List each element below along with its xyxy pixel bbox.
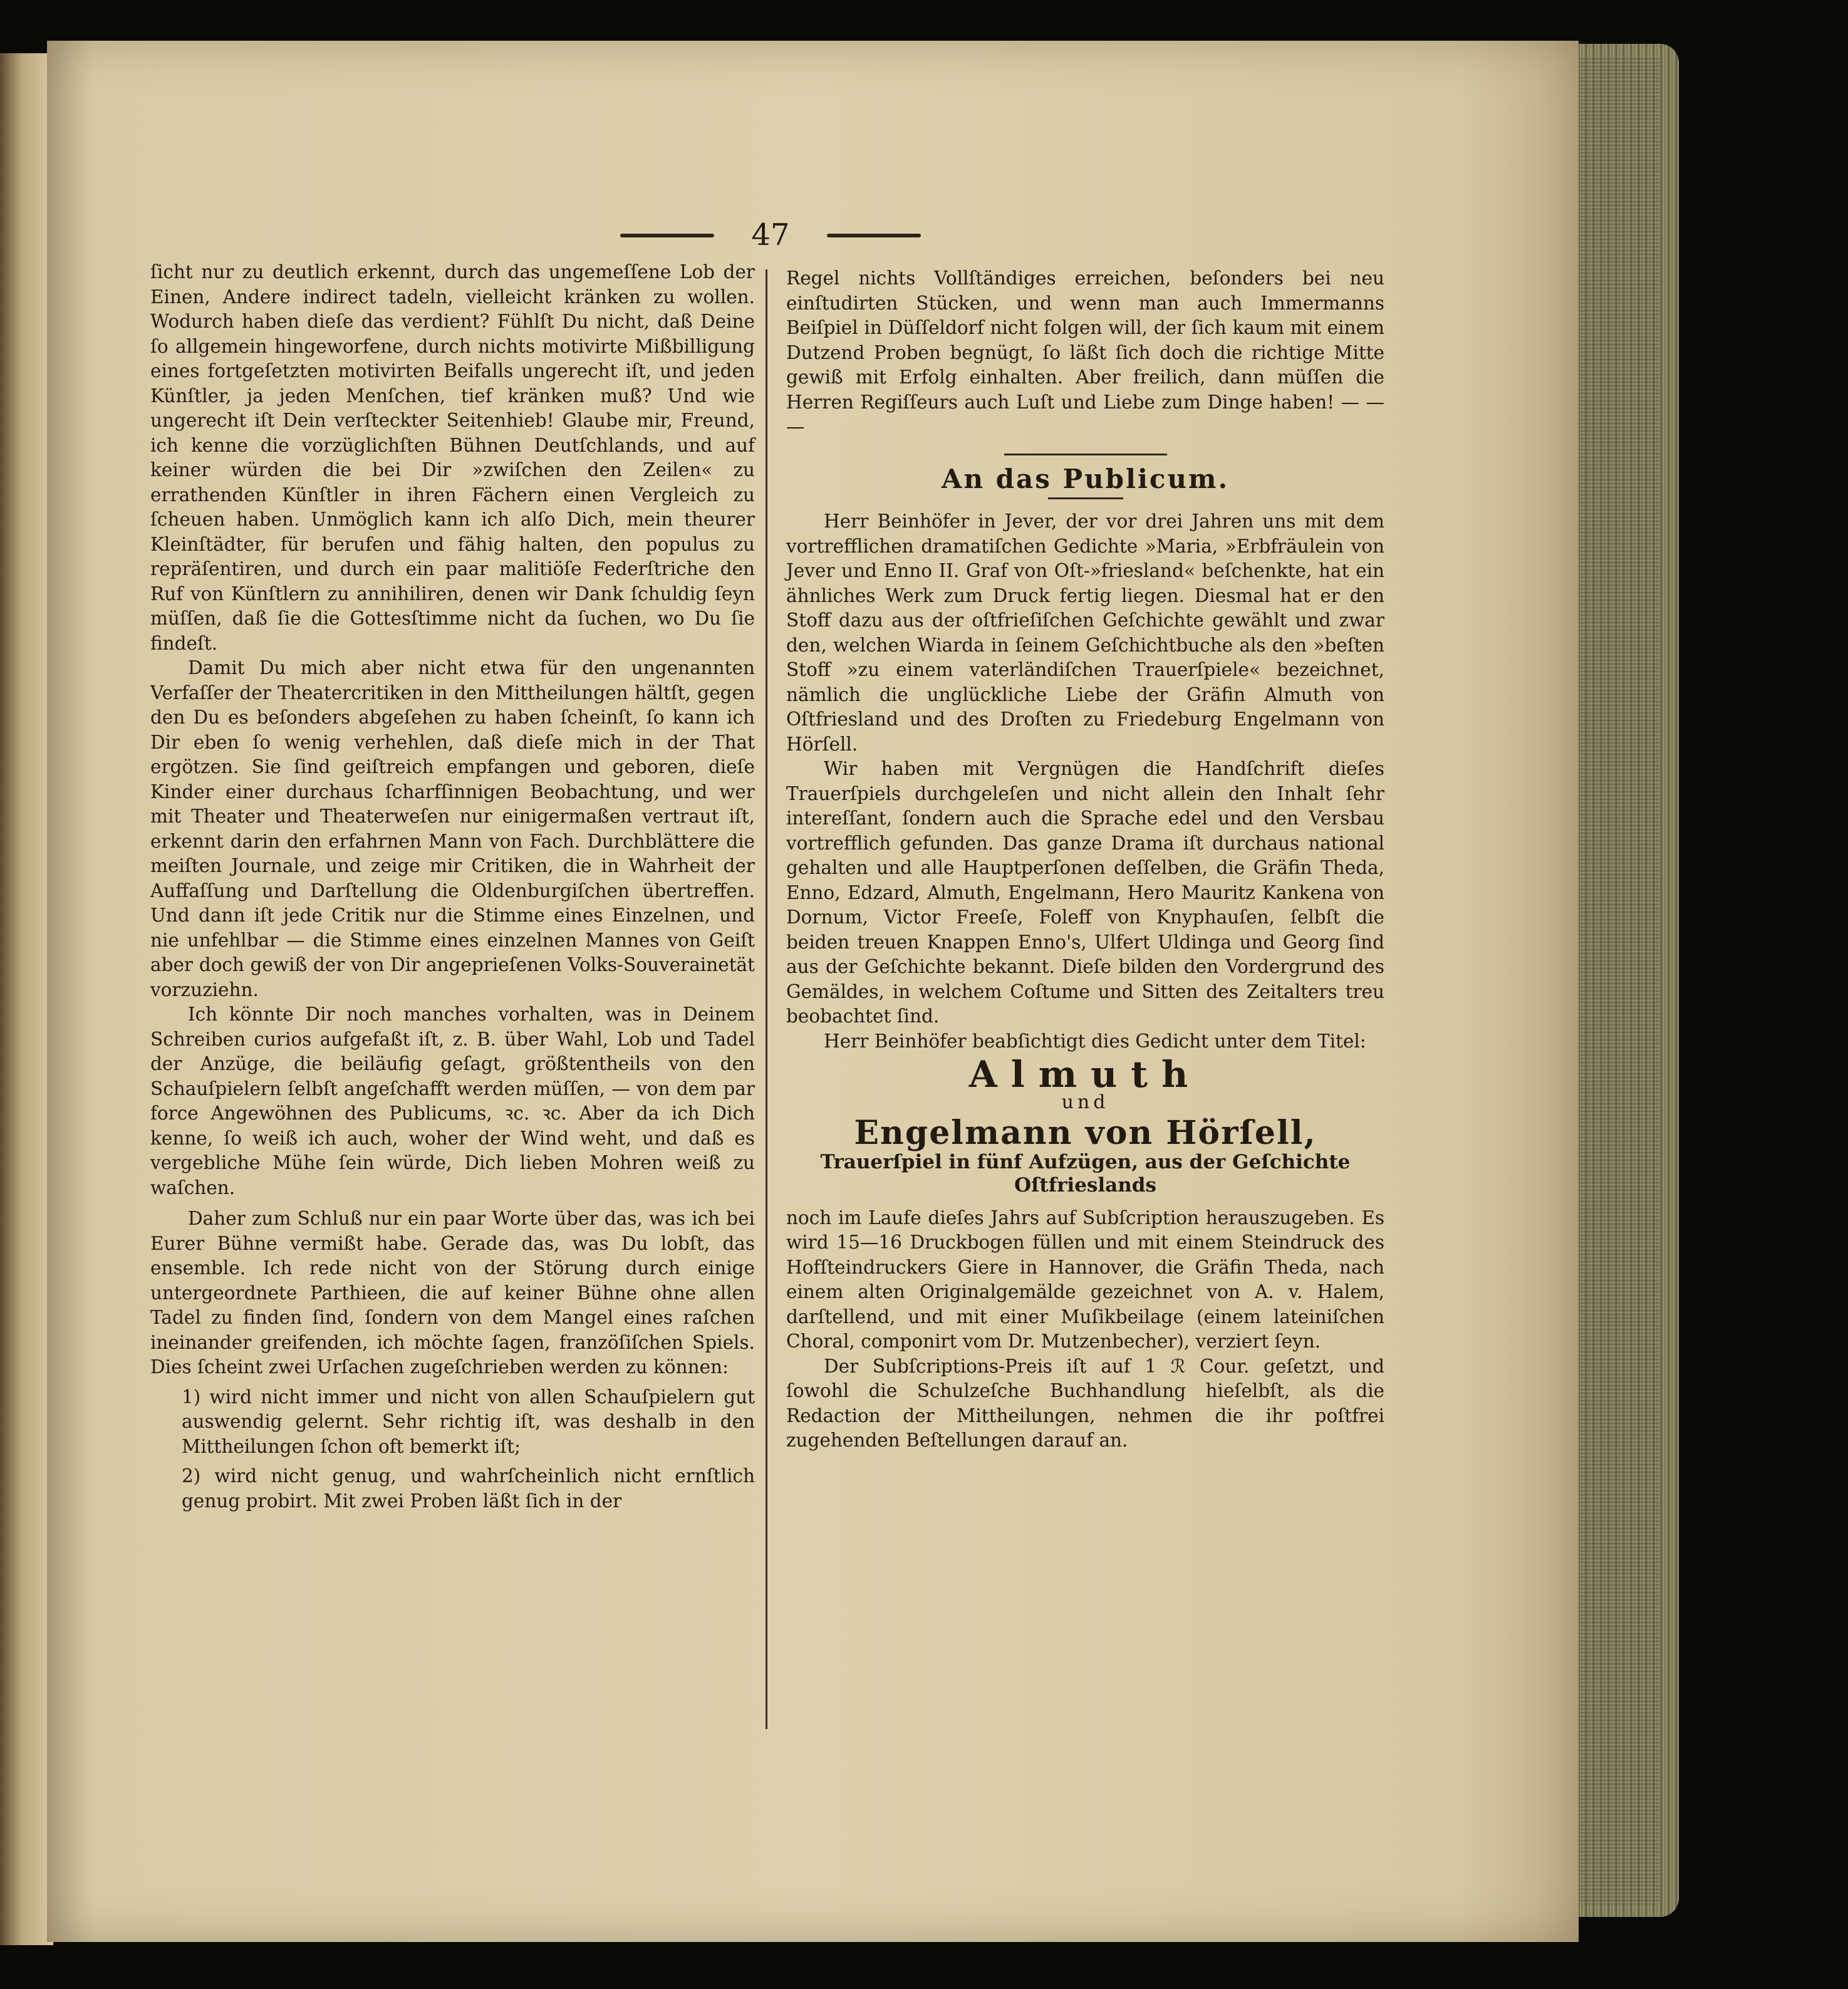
section-heading: An das Publicum. bbox=[941, 463, 1230, 494]
heading-underline bbox=[1048, 497, 1123, 499]
left-paragraph: Ich könnte Dir noch manches vorhalten, was in Deinem Schreiben curios aufgefaßt iſt, z. B. über Wahl, Lob und Tadel der Anzüge, die beiläufig geſagt, größtentheils von den Schauſpielern ſelbſt angeſchafft werden müſſen, — von dem par force Angewöhnen des Publicums, ꝛc. ꝛc. Aber da ich Dich kenne, ſo weiß ich auch, woher der Wind weht, und daß es vergebliche Mühe ſein würde, Dich lieben Mohren weiß zu waſchen. bbox=[150, 1004, 755, 1198]
column-divider bbox=[766, 269, 767, 1729]
right-paragraph: Herr Beinhöfer beabſichtigt dies Gedicht unter dem Titel: bbox=[824, 1030, 1366, 1052]
page-number: 47 bbox=[751, 217, 790, 252]
left-paragraph: Damit Du mich aber nicht etwa für den ungenannten Verfaſſer der Theatercritiken in den Mittheilungen hältſt, gegen den Du es beſonders abgeſehen zu haben ſcheinſt, ſo kann ich Dir eben ſo wenig verhehlen, daß dieſe mich in der That ergötzen. Sie ſind geiſtreich empfangen und geboren, dieſe Kinder einer durchaus ſcharfſinnigen Beobachtung, und wer mit Theater und Theaterweſen nur einigermaßen vertraut iſt, erkennt darin den erfahrnen Mann von Fach. Durchblättere die meiſten Journale, und zeige mir Critiken, die in Wahrheit der Auffaſſung und Darſtellung die Oldenburgiſchen übertreffen. Und dann iſt jede Critik nur die Stimme eines Einzelnen, und nie unfehlbar — die Stimme eines einzelnen Mannes von Geiſt aber doch gewiß der von Dir angeprieſenen Volks-Souverainetät vorzuziehn. bbox=[150, 657, 755, 1000]
right-closing-paragraph: Der Subſcriptions-Preis iſt auf 1 ℛ Cour. geſetzt, und ſowohl die Schulzeſche Buchhandlung hieſelbſt, als die Redaction der Mittheilungen, nehmen die ihr poſtfrei zugehenden Beſtellungen darauf an. bbox=[786, 1355, 1384, 1451]
left-column bbox=[150, 260, 755, 1751]
right-paragraph: Herr Beinhöfer in Jever, der vor drei Jahren uns mit dem vortrefflichen dramatiſchen Gedichte »Maria, »Erbfräulein von Jever und Enno II. Graf von Oſt-»friesland« beſchenkte, hat ein ähnliches Werk zum Druck fertig liegen. Diesmal hat er den Stoff dazu aus der oſtfrieſiſchen Geſchichte gewählt und zwar den, welchen Wiarda in ſeinem Geſchichtbuche als den »beſten Stoff »zu einem vaterländiſchen Trauerſpiele« bezeichnet, nämlich die unglückliche Liebe der Gräfin Almuth von Oſtfriesland und des Droſten zu Friedeburg Engelmann von Hörſell. bbox=[786, 511, 1384, 755]
page-number-header bbox=[620, 216, 921, 254]
header-rule-right bbox=[827, 234, 921, 237]
right-column bbox=[786, 266, 1384, 1745]
left-paragraph: ſicht nur zu deutlich erkennt, durch das ungemeſſene Lob der Einen, Andere indirect tadeln, vielleicht kränken zu wollen. Wodurch haben dieſe das verdient? Fühlſt Du nicht, daß Deine ſo allgemein hingeworfene, durch nichts motivirte Mißbilligung eines fortgeſetzten motivirten Beifalls ungerecht iſt, und jeden Künſtler, ja jeden Menſchen, tief kränken muß? Und wie ungerecht iſt Dein verſteckter Seitenhieb! Glaube mir, Freund, ich kenne die vorzüglichſten Bühnen Deutſchlands, und auf keiner würden die bei Dir »zwiſchen den Zeilen« zu errathenden Künſtler in ihren Fächern einen Vergleich zu ſcheuen haben. Unmöglich kann ich alſo Dich, mein theurer Kleinſtädter, für berufen und fähig halten, den populus zu repräſentiren, und durch ein paar malitiöſe Federſtriche den Ruf von Künſtlern zu annihiliren, denen wir Dank ſchuldig ſeyn müſſen, daß ſie die Gottesſtimme nicht da ſuchen, wo Du ſie findeſt. bbox=[150, 261, 755, 654]
previous-page-edge bbox=[0, 53, 53, 1945]
play-title-und: und bbox=[1061, 1091, 1109, 1113]
list-item: 2) wird nicht genug, und wahrſcheinlich nicht ernſtlich genug probirt. Mit zwei Proben läßt ſich in der bbox=[182, 1465, 755, 1512]
list-item: 1) wird nicht immer und nicht von allen Schauſpielern gut auswendig gelernt. Sehr richtig iſt, was deshalb in den Mittheilungen ſchon oft bemerkt iſt; bbox=[182, 1386, 755, 1457]
play-subtitle: Engelmann von Hörſell, bbox=[854, 1114, 1317, 1152]
right-paragraph: Wir haben mit Vergnügen die Handſchrift dieſes Trauerſpiels durchgeleſen und nicht allein den Inhalt ſehr intereſſant, ſondern auch die Sprache edel und den Versbau vortrefflich gefunden. Das ganze Drama iſt durchaus national gehalten und alle Hauptperſonen deſſelben, die Gräfin Theda, Enno, Edzard, Almuth, Engelmann, Hero Mauritz Kankena von Dornum, Victor Freeſe, Foleff von Knyphauſen, ſelbſt die beiden treuen Knappen Enno's, Ulfert Uldinga und Georg ſind aus der Geſchichte bekannt. Dieſe bilden den Vordergrund des Gemäldes, in welchem Coſtume und Sitten des Zeitalters treu beobachtet ſind. bbox=[786, 758, 1384, 1027]
left-paragraph: Daher zum Schluß nur ein paar Worte über das, was ich bei Eurer Bühne vermißt habe. Gerade das, was Du lobſt, das ensemble. Ich rede nicht von der Störung durch einige untergeordnete Parthieen, die auf keiner Bühne ohne allen Tadel zu finden ſind, ſondern von dem Mangel eines raſchen ineinander greifenden, ich möchte ſagen, franzöſiſchen Spiels. Dies ſcheint zwei Urſachen zugeſchrieben werden zu können: bbox=[150, 1208, 755, 1378]
right-closing-paragraph: noch im Laufe dieſes Jahrs auf Subſcription herauszugeben. Es wird 15—16 Druckbogen füllen und mit einem Steindruck des Hofſteindruckers Giere in Hannover, die Gräfin Theda, nach einem alten Originalgemälde gezeichnet von A. v. Halem, darſtellend, und mit einer Muſikbeilage (einem lateiniſchen Choral, componirt vom Dr. Mutzenbecher), verziert ſeyn. bbox=[786, 1207, 1384, 1352]
header-rule-left bbox=[620, 234, 714, 237]
section-separator bbox=[1004, 454, 1167, 455]
play-description: Trauerſpiel in fünf Aufzügen, aus der Geſchichte Oſtfrieslands bbox=[820, 1150, 1351, 1197]
right-continuation: Regel nichts Vollſtändiges erreichen, beſonders bei neu einſtudirten Stücken, und wenn man auch Immermanns Beiſpiel in Düſſeldorf nicht folgen will, der ſich kaum mit einem Dutzend Proben begnügt, ſo läßt ſich doch die richtige Mitte gewiß mit Erfolg einhalten. Aber freilich, dann müſſen die Herren Regiſſeurs auch Luſt und Liebe zum Dinge haben! — — — bbox=[786, 267, 1384, 437]
play-title: Almuth bbox=[968, 1053, 1202, 1096]
